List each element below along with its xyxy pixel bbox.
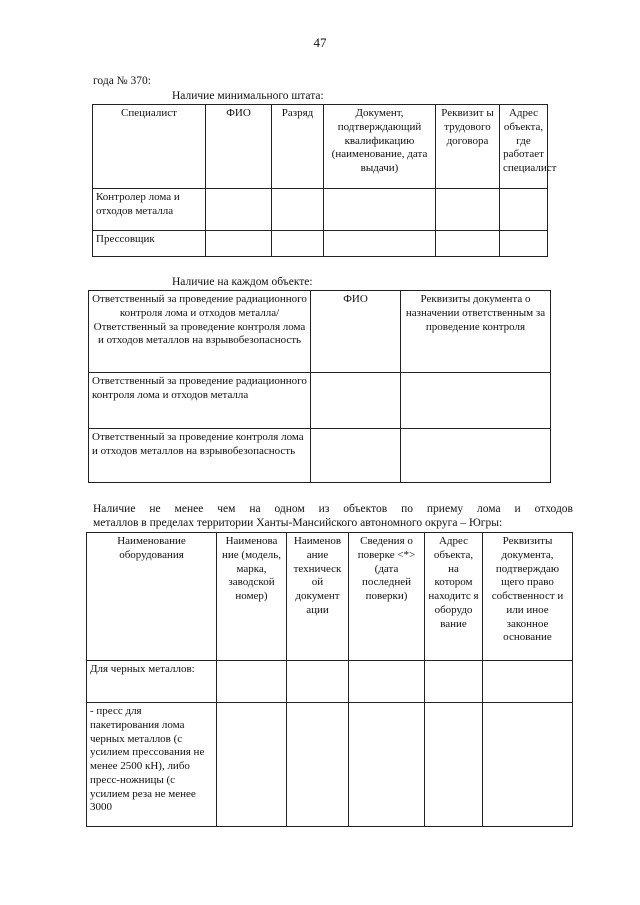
- row-label: Для черных металлов:: [87, 661, 217, 703]
- empty-cell: [287, 703, 349, 827]
- responsible-table: [88, 290, 551, 483]
- col-model: Наименова ние (модель, марка, заводской номер): [217, 533, 287, 661]
- col-fio: ФИО: [206, 105, 272, 189]
- empty-cell: [349, 661, 425, 703]
- empty-cell: [425, 703, 483, 827]
- section2-title: Наличие на каждом объекте:: [172, 276, 313, 288]
- empty-cell: [436, 189, 500, 231]
- col-responsible: Ответственный за проведение радиационного контроля лома и отходов металла/ Ответственный за проведение контроля лома и отходов металлов на взрывобезопасность: [89, 291, 311, 373]
- staff-header-row: [93, 105, 548, 189]
- responsible-header-row: [89, 291, 551, 373]
- staff-table: [92, 104, 557, 257]
- section3-title-line1: Наличие не менее чем на одном из объектов по приему лома и отходов: [93, 503, 573, 515]
- page-number: 47: [313, 35, 327, 50]
- empty-cell: [436, 231, 500, 257]
- table-row: [87, 703, 573, 827]
- col-work-address: Адрес объекта, где работает специалист: [500, 105, 548, 189]
- section1-title: Наличие минимального штата:: [172, 90, 324, 102]
- table-row: [93, 231, 548, 257]
- empty-cell: [324, 231, 436, 257]
- equipment-table: [86, 532, 573, 827]
- col-verification: Сведения о поверке <*> (дата последней поверки): [349, 533, 425, 661]
- empty-cell: [483, 703, 573, 827]
- col-contract-details: Реквизит ы трудового договора: [436, 105, 500, 189]
- empty-cell: [401, 373, 551, 429]
- empty-cell: [272, 189, 324, 231]
- table-row: [87, 661, 573, 703]
- col-appointment-doc: Реквизиты документа о назначении ответственным за проведение контроля: [401, 291, 551, 373]
- empty-cell: [287, 661, 349, 703]
- empty-cell: [324, 189, 436, 231]
- empty-cell: [425, 661, 483, 703]
- col-tech-docs: Наименов ание техническ ой документ ации: [287, 533, 349, 661]
- empty-cell: [217, 661, 287, 703]
- row-label: Прессовщик: [93, 231, 206, 257]
- empty-cell: [311, 373, 401, 429]
- row-label: Ответственный за проведение радиационного контроля лома и отходов металла: [89, 373, 311, 429]
- col-fio: ФИО: [311, 291, 401, 373]
- row-label: Ответственный за проведение контроля лома и отходов металлов на взрывобезопасность: [89, 429, 311, 483]
- empty-cell: [311, 429, 401, 483]
- col-grade: Разряд: [272, 105, 324, 189]
- col-object-address: Адрес объекта, на котором находитс я оборудо вание: [425, 533, 483, 661]
- col-qualification-doc: Документ, подтверждающий квалификацию (наименование, дата выдачи): [324, 105, 436, 189]
- empty-cell: [217, 703, 287, 827]
- empty-cell: [401, 429, 551, 483]
- row-label: Контролер лома и отходов металла: [93, 189, 206, 231]
- row-label: - пресс для пакетирования лома черных металлов (с усилием прессования не менее 2500 кН), либо пресс-ножницы (с усилием реза не менее 3000: [87, 703, 217, 827]
- empty-cell: [349, 703, 425, 827]
- section3-title-line2: металлов в пределах территории Ханты-Мансийского автономного округа – Югры:: [93, 517, 503, 529]
- col-ownership-docs: Реквизиты документа, подтверждаю щего право собственност и или иное законное основание: [483, 533, 573, 661]
- table-row: [93, 189, 548, 231]
- empty-cell: [483, 661, 573, 703]
- empty-cell: [206, 189, 272, 231]
- col-equipment-name: Наименование оборудования: [87, 533, 217, 661]
- empty-cell: [500, 231, 548, 257]
- equipment-header-row: [87, 533, 573, 661]
- empty-cell: [206, 231, 272, 257]
- empty-cell: [500, 189, 548, 231]
- empty-cell: [272, 231, 324, 257]
- table-row: [89, 373, 551, 429]
- intro-text: года № 370:: [93, 75, 151, 87]
- col-specialist: Специалист: [93, 105, 206, 189]
- table-row: [89, 429, 551, 483]
